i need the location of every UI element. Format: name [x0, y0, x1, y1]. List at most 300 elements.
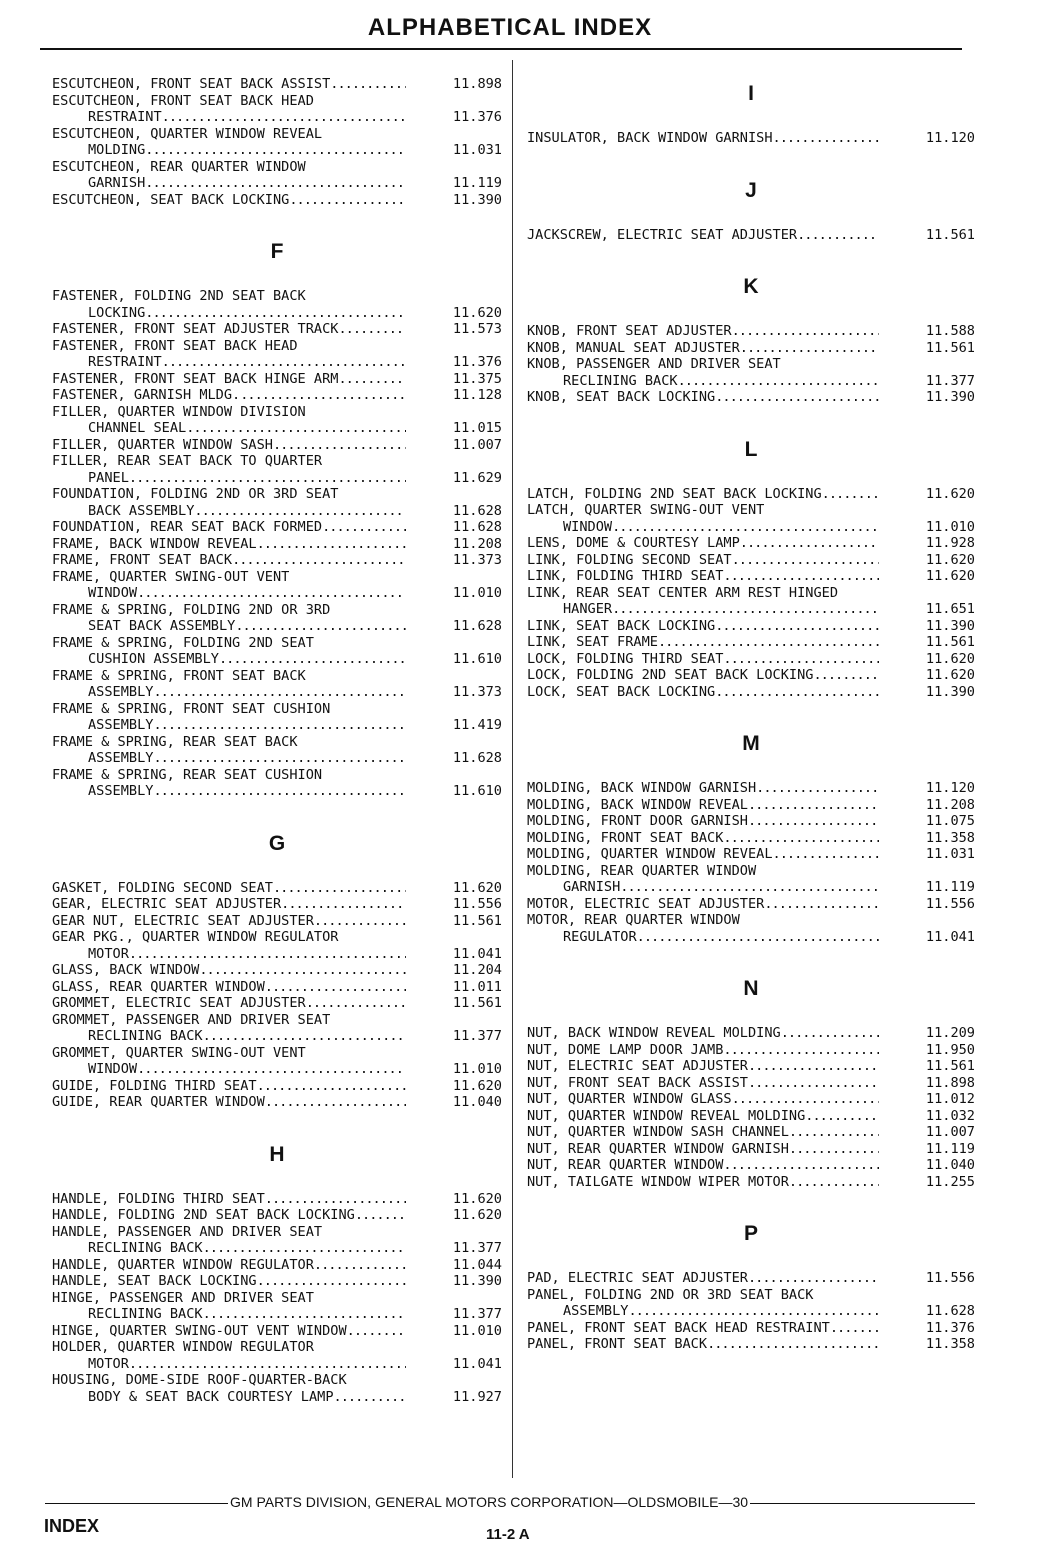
index-entry — [52, 913, 502, 930]
index-entry — [527, 912, 975, 945]
index-entry — [527, 552, 975, 569]
index-entry — [52, 635, 502, 668]
index-entry — [527, 634, 975, 651]
index-entry — [52, 437, 502, 454]
entry-number: 11.376 — [452, 354, 502, 370]
index-entry — [527, 130, 975, 147]
entry-text: LOCKING — [88, 304, 146, 321]
entry-text: SEAT BACK ASSEMBLY — [88, 618, 236, 634]
entry-number: 11.120 — [925, 780, 975, 796]
entry-text: LENS, DOME & COURTESY LAMP — [527, 535, 740, 551]
entry-line — [52, 1273, 502, 1290]
entry-number: 11.041 — [925, 928, 975, 945]
leader-dots — [162, 354, 406, 371]
section-label: INDEX — [44, 1516, 100, 1536]
entry-line — [527, 797, 975, 814]
entry-line — [52, 536, 502, 553]
entry-line — [527, 1174, 975, 1191]
leader-dots — [347, 1323, 406, 1340]
entry-text: GROMMET, ELECTRIC SEAT ADJUSTER — [52, 995, 306, 1011]
index-entry — [527, 1091, 975, 1108]
entry-text: HANGER — [563, 601, 613, 617]
entry-text: BODY & SEAT BACK COURTESY LAMP — [88, 1388, 334, 1405]
index-entry — [527, 1174, 975, 1191]
index-entry — [527, 502, 975, 535]
entry-number: 11.390 — [925, 389, 975, 405]
entry-number: 11.119 — [925, 879, 975, 895]
index-entry — [527, 356, 975, 389]
leader-dots — [129, 470, 406, 487]
entry-line — [52, 1257, 502, 1274]
entry-number: 11.573 — [452, 321, 502, 337]
entry-number: 11.208 — [925, 796, 975, 813]
entry-number: 11.390 — [925, 683, 975, 700]
entry-line — [52, 338, 502, 355]
entry-text: PAD, ELECTRIC SEAT ADJUSTER — [527, 1270, 748, 1286]
leader-dots — [637, 929, 879, 946]
index-entry — [527, 863, 975, 896]
index-entry — [52, 1012, 502, 1045]
section-letter: H — [269, 1142, 285, 1166]
title-rule — [40, 48, 962, 50]
entry-text: HINGE, PASSENGER AND DRIVER SEAT — [52, 1289, 314, 1306]
section-letter: J — [745, 178, 757, 202]
entry-line — [52, 1389, 502, 1406]
leader-dots — [330, 76, 406, 93]
entry-line — [52, 569, 502, 586]
letter-gap — [527, 1007, 975, 1025]
entry-line — [527, 568, 975, 585]
leader-dots — [153, 750, 406, 767]
entry-line — [527, 667, 975, 684]
entry-text: GEAR PKG., QUARTER WINDOW REGULATOR — [52, 929, 339, 945]
entry-text: GUIDE, FOLDING THIRD SEAT — [52, 1077, 257, 1094]
entry-text: MOLDING, BACK WINDOW GARNISH — [527, 780, 757, 796]
entry-text: NUT, REAR QUARTER WINDOW — [527, 1157, 724, 1173]
leader-dots — [137, 1061, 406, 1078]
entry-number: 11.377 — [452, 1240, 502, 1256]
entry-text: WINDOW — [88, 1061, 138, 1077]
index-entry — [527, 830, 975, 847]
entry-line — [527, 389, 975, 406]
entry-number: 11.358 — [925, 1336, 975, 1352]
entry-text: CUSHION ASSEMBLY — [88, 651, 219, 667]
leader-dots — [203, 1240, 406, 1257]
index-entry — [527, 797, 975, 814]
entry-line — [52, 1094, 502, 1111]
entry-text: ESCUTCHEON, QUARTER WINDOW REVEAL — [52, 125, 323, 142]
entry-text: NUT, ELECTRIC SEAT ADJUSTER — [527, 1058, 748, 1074]
entry-text: LOCK, FOLDING 2ND SEAT BACK LOCKING — [527, 667, 814, 683]
index-entry — [52, 404, 502, 437]
index-entry — [527, 1058, 975, 1075]
index-entry — [52, 288, 502, 321]
entry-line — [52, 503, 502, 520]
entry-text: FASTENER, FRONT SEAT BACK HINGE ARM — [52, 370, 339, 387]
entry-text: FRAME, BACK WINDOW REVEAL — [52, 535, 257, 552]
entry-number: 11.620 — [925, 485, 975, 502]
entry-line — [527, 912, 975, 929]
entry-number: 11.373 — [452, 552, 502, 568]
entry-text: LINK, SEAT BACK LOCKING — [527, 617, 716, 634]
entry-line — [52, 93, 502, 110]
entry-line — [527, 356, 975, 373]
index-entry — [52, 552, 502, 569]
leader-dots — [789, 1174, 879, 1191]
entry-number: 11.561 — [925, 226, 975, 243]
section-letter: I — [748, 82, 754, 105]
entry-text: NUT, FRONT SEAT BACK ASSIST — [527, 1074, 748, 1091]
entry-line — [527, 1320, 975, 1337]
index-entry — [52, 1094, 502, 1111]
entry-line — [52, 288, 502, 305]
letter-gap — [527, 762, 975, 780]
index-entry — [52, 880, 502, 897]
page-title: ALPHABETICAL INDEX — [367, 14, 653, 41]
entry-line — [527, 1108, 975, 1125]
entry-number: 11.620 — [452, 879, 502, 896]
leader-dots — [732, 323, 879, 340]
entry-number: 11.651 — [925, 601, 975, 617]
entry-number: 11.390 — [925, 617, 975, 634]
entry-text: NUT, BACK WINDOW REVEAL MOLDING — [527, 1025, 781, 1041]
entry-number: 11.031 — [925, 846, 975, 862]
leader-dots — [723, 830, 879, 847]
entry-text: LATCH, FOLDING 2ND SEAT BACK LOCKING — [527, 485, 822, 502]
entry-line — [527, 634, 975, 651]
entry-number: 11.390 — [452, 1273, 502, 1289]
entry-line — [52, 1339, 502, 1356]
entry-number: 11.010 — [452, 585, 502, 601]
entry-text: FASTENER, FRONT SEAT ADJUSTER TRACK — [52, 321, 339, 337]
entry-line — [52, 618, 502, 635]
entry-text: HINGE, QUARTER SWING-OUT VENT WINDOW — [52, 1322, 347, 1339]
leader-dots — [153, 783, 406, 800]
entry-text: GARNISH — [88, 175, 146, 191]
leader-dots — [612, 519, 879, 536]
leader-dots — [289, 192, 406, 209]
entry-line — [527, 830, 975, 847]
leader-dots — [723, 1042, 879, 1059]
entry-line — [52, 701, 502, 718]
entry-number: 11.898 — [925, 1074, 975, 1091]
entry-number: 11.620 — [452, 1077, 502, 1094]
entry-text: RESTRAINT — [88, 354, 162, 370]
leader-dots — [748, 797, 879, 814]
entry-line — [527, 896, 975, 913]
section-letter: N — [743, 977, 759, 1000]
entry-text: LINK, SEAT FRAME — [527, 634, 658, 650]
entry-line — [52, 1323, 502, 1340]
entry-text: FRAME & SPRING, REAR SEAT CUSHION — [52, 766, 323, 783]
entry-line — [527, 519, 975, 536]
index-entry — [527, 780, 975, 797]
entry-number: 11.620 — [925, 650, 975, 667]
leader-dots — [153, 684, 406, 701]
index-entry — [527, 846, 975, 863]
entry-text: GEAR NUT, ELECTRIC SEAT ADJUSTER — [52, 912, 314, 929]
entry-text: FRAME & SPRING, FOLDING 2ND SEAT — [52, 634, 314, 651]
entry-line — [52, 995, 502, 1012]
entry-text: GLASS, REAR QUARTER WINDOW — [52, 978, 265, 995]
entry-number: 11.561 — [452, 912, 502, 929]
entry-line — [52, 962, 502, 979]
leader-dots — [748, 1058, 879, 1075]
index-entry — [52, 486, 502, 519]
entry-line — [52, 404, 502, 421]
index-entry — [527, 813, 975, 830]
leader-dots — [748, 1270, 879, 1287]
entry-line — [52, 979, 502, 996]
entry-line — [52, 635, 502, 652]
leader-dots — [715, 684, 879, 701]
index-entry — [52, 338, 502, 371]
entry-number: 11.377 — [925, 372, 975, 389]
leader-dots — [830, 1320, 879, 1337]
entry-number: 11.120 — [925, 130, 975, 146]
leader-dots — [338, 371, 406, 388]
entry-line — [52, 684, 502, 701]
leader-dots — [145, 175, 406, 192]
leader-dots — [773, 130, 879, 147]
entry-line — [52, 519, 502, 536]
entry-line — [52, 1372, 502, 1389]
entry-text: GLASS, BACK WINDOW — [52, 962, 200, 978]
entry-text: ASSEMBLY — [563, 1303, 629, 1319]
left-column — [52, 76, 502, 1405]
index-entry — [527, 667, 975, 684]
entry-line — [52, 175, 502, 192]
leader-dots — [257, 1273, 406, 1290]
entry-line — [527, 535, 975, 552]
entry-text: FILLER, REAR SEAT BACK TO QUARTER — [52, 453, 323, 469]
leader-dots — [219, 651, 406, 668]
entry-number: 11.044 — [452, 1256, 502, 1273]
entry-text: FRAME & SPRING, FRONT SEAT BACK — [52, 667, 306, 684]
leader-dots — [162, 109, 406, 126]
leader-dots — [612, 601, 879, 618]
entry-line — [52, 437, 502, 454]
entry-number: 11.610 — [452, 651, 502, 667]
entry-text: FILLER, QUARTER WINDOW DIVISION — [52, 403, 306, 420]
entry-line — [52, 1045, 502, 1062]
entry-line — [527, 1336, 975, 1353]
entry-line — [527, 373, 975, 390]
leader-dots — [203, 1306, 406, 1323]
footer-text: GM PARTS DIVISION, GENERAL MOTORS CORPORATION—OLDSMOBILE—30 — [230, 1494, 749, 1510]
section-letter: G — [268, 831, 286, 855]
leader-dots — [805, 1108, 879, 1125]
entry-number: 11.010 — [925, 518, 975, 535]
entry-line — [52, 880, 502, 897]
entry-text: FILLER, QUARTER WINDOW SASH — [52, 436, 273, 453]
entry-line — [527, 1157, 975, 1174]
entry-number: 11.561 — [925, 634, 975, 650]
index-entry — [52, 387, 502, 404]
index-entry — [52, 126, 502, 159]
entry-line — [527, 585, 975, 602]
entry-number: 11.041 — [452, 945, 502, 962]
leader-dots — [620, 879, 879, 896]
entry-line — [52, 371, 502, 388]
leader-dots — [137, 585, 406, 602]
entry-line — [52, 896, 502, 913]
leader-dots — [235, 618, 406, 635]
index-entry — [52, 569, 502, 602]
entry-line — [52, 305, 502, 322]
entry-text: MOTOR — [88, 1355, 129, 1372]
entry-text: RECLINING BACK — [88, 1028, 203, 1044]
entry-line — [527, 780, 975, 797]
index-entry — [527, 618, 975, 635]
index-entry — [52, 1224, 502, 1257]
leader-dots — [748, 1075, 879, 1092]
index-entry — [52, 519, 502, 536]
entry-text: NUT, TAILGATE WINDOW WIPER MOTOR — [527, 1173, 789, 1190]
entry-number: 11.628 — [452, 519, 502, 535]
entry-line — [527, 323, 975, 340]
entry-text: GASKET, FOLDING SECOND SEAT — [52, 879, 273, 896]
index-entry — [527, 1108, 975, 1125]
leader-dots — [281, 896, 406, 913]
leader-dots — [732, 552, 879, 569]
page-number: 11-2 A — [486, 1526, 530, 1543]
leader-dots — [129, 946, 406, 963]
leader-dots — [265, 1094, 406, 1111]
entry-line — [527, 1075, 975, 1092]
index-entry — [527, 389, 975, 406]
index-entry — [52, 76, 502, 93]
entry-line — [527, 1270, 975, 1287]
entry-text: ESCUTCHEON, SEAT BACK LOCKING — [52, 191, 290, 208]
entry-line — [52, 159, 502, 176]
letter-gap — [52, 1173, 502, 1191]
index-entry — [52, 371, 502, 388]
leader-dots — [678, 373, 879, 390]
entry-text: GROMMET, PASSENGER AND DRIVER SEAT — [52, 1011, 331, 1028]
index-entry — [52, 1078, 502, 1095]
entry-number: 11.376 — [925, 1319, 975, 1336]
leader-dots — [748, 813, 879, 830]
entry-line — [52, 602, 502, 619]
leader-dots — [145, 142, 406, 159]
entry-line — [527, 684, 975, 701]
entry-number: 11.561 — [925, 1058, 975, 1074]
entry-line — [52, 486, 502, 503]
entry-text: NUT, REAR QUARTER WINDOW GARNISH — [527, 1140, 789, 1157]
entry-number: 11.075 — [925, 813, 975, 829]
letter-gap — [52, 270, 502, 288]
entry-number: 11.628 — [452, 750, 502, 766]
letter-gap — [527, 468, 975, 486]
section-letter: L — [744, 437, 758, 461]
entry-line — [52, 734, 502, 751]
entry-line — [52, 192, 502, 209]
entry-text: PANEL, FRONT SEAT BACK HEAD RESTRAINT — [527, 1319, 830, 1336]
column-divider — [512, 60, 513, 1478]
entry-text: NUT, DOME LAMP DOOR JAMB — [527, 1041, 724, 1058]
entry-text: LINK, REAR SEAT CENTER ARM REST HINGED — [527, 584, 838, 601]
leader-dots — [740, 535, 879, 552]
index-entry — [52, 1257, 502, 1274]
entry-text: GUIDE, REAR QUARTER WINDOW — [52, 1094, 265, 1110]
entry-line — [52, 1028, 502, 1045]
entry-number: 11.209 — [925, 1025, 975, 1041]
entry-text: WINDOW — [563, 518, 613, 535]
leader-dots — [257, 536, 406, 553]
section-letter: M — [742, 732, 760, 755]
index-entry — [52, 536, 502, 553]
entry-line — [52, 126, 502, 143]
entry-text: PANEL — [88, 469, 129, 486]
entry-line — [52, 1078, 502, 1095]
entry-number: 11.628 — [925, 1303, 975, 1319]
entry-text: ESCUTCHEON, FRONT SEAT BACK ASSIST — [52, 76, 331, 92]
entry-number: 11.620 — [452, 304, 502, 321]
entry-number: 11.377 — [452, 1028, 502, 1044]
entry-text: MOTOR, REAR QUARTER WINDOW — [527, 912, 740, 928]
entry-number: 11.928 — [925, 535, 975, 551]
leader-dots — [723, 568, 879, 585]
entry-line — [52, 651, 502, 668]
entry-number: 11.040 — [452, 1094, 502, 1110]
entry-text: MOLDING — [88, 142, 146, 158]
entry-line — [52, 1290, 502, 1307]
entry-text: KNOB, MANUAL SEAT ADJUSTER — [527, 339, 740, 356]
entry-text: ESCUTCHEON, FRONT SEAT BACK HEAD — [52, 92, 314, 109]
entry-line — [527, 1303, 975, 1320]
leader-dots — [257, 1078, 406, 1095]
entry-text: RECLINING BACK — [563, 372, 678, 389]
entry-text: GROMMET, QUARTER SWING-OUT VENT — [52, 1044, 306, 1061]
entry-line — [527, 601, 975, 618]
entry-number: 11.610 — [452, 783, 502, 799]
entry-number: 11.031 — [452, 142, 502, 158]
entry-number: 11.620 — [452, 1207, 502, 1223]
entry-text: LOCK, FOLDING THIRD SEAT — [527, 650, 724, 667]
letter-gap — [527, 305, 975, 323]
entry-number: 11.204 — [452, 962, 502, 978]
entry-text: HANDLE, PASSENGER AND DRIVER SEAT — [52, 1223, 323, 1240]
leader-dots — [797, 227, 879, 244]
index-entry — [527, 585, 975, 618]
leader-dots — [306, 995, 406, 1012]
index-entry — [52, 1372, 502, 1405]
entry-line — [52, 387, 502, 404]
entry-text: FOUNDATION, REAR SEAT BACK FORMED — [52, 519, 323, 535]
section-letter: P — [743, 1222, 758, 1245]
entry-text: FASTENER, GARNISH MLDG. — [52, 387, 241, 403]
entry-number: 11.040 — [925, 1157, 975, 1173]
entry-text: REGULATOR — [563, 928, 637, 945]
entry-number: 11.358 — [925, 829, 975, 846]
index-entry — [52, 734, 502, 767]
leader-dots — [145, 305, 406, 322]
entry-line — [52, 1207, 502, 1224]
index-entry — [527, 486, 975, 503]
index-entry — [52, 453, 502, 486]
entry-line — [52, 913, 502, 930]
entry-line — [527, 618, 975, 635]
leader-dots — [822, 486, 879, 503]
entry-text: HANDLE, FOLDING THIRD SEAT — [52, 1190, 265, 1207]
entry-number: 11.556 — [925, 1270, 975, 1286]
index-entry — [52, 1339, 502, 1372]
index-entry — [52, 701, 502, 734]
entry-line — [527, 846, 975, 863]
index-entry — [52, 93, 502, 126]
entry-number: 11.128 — [452, 387, 502, 403]
